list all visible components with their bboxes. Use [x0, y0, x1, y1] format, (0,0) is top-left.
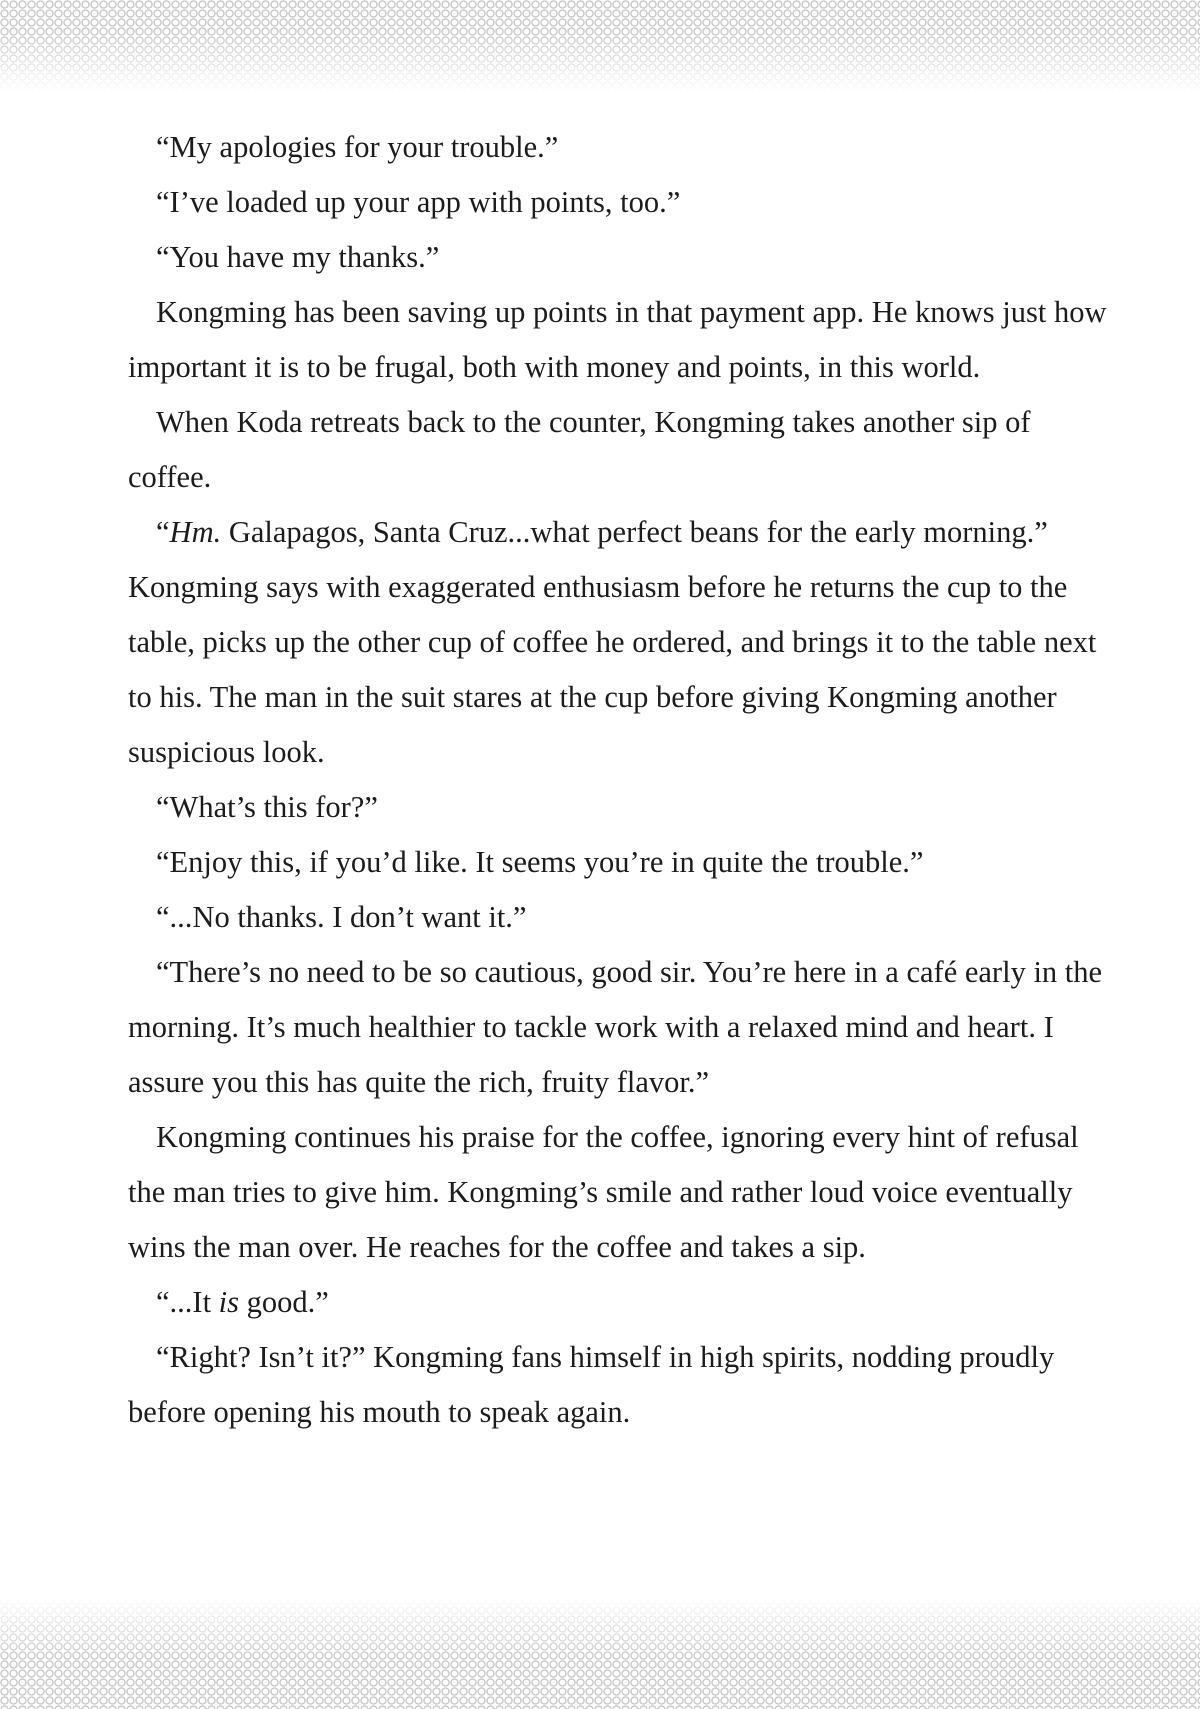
text-run: “Enjoy this, if you’d like. It seems you’re in quite the trouble.” [156, 845, 924, 879]
top-pattern-band [0, 0, 1200, 92]
text-run: “What’s this for?” [156, 790, 378, 824]
text-run: good.” [239, 1285, 329, 1319]
text-run: “You have my thanks.” [156, 240, 440, 274]
paragraph [128, 890, 1110, 945]
paragraph [128, 395, 1110, 505]
bottom-pattern-band [0, 1597, 1200, 1709]
paragraph [128, 780, 1110, 835]
paragraph [128, 835, 1110, 890]
text-run: Galapagos, Santa Cruz...what perfect beans for the early morning.” Kongming says with exaggerated enthusiasm before he returns the cup to the table, picks up the other cup of coffee he ordered, and brings it to the table next to his. The man in the suit stares at the cup before giving Kongming another suspicious look. [128, 515, 1097, 769]
paragraph [128, 505, 1110, 780]
text-run: Kongming continues his praise for the coffee, ignoring every hint of refusal the man tries to give him. Kongming’s smile and rather loud voice eventually wins the man over. He reaches for the coffee and takes a sip. [128, 1120, 1079, 1264]
text-run: “There’s no need to be so cautious, good sir. You’re here in a café early in the morning. It’s much healthier to tackle work with a relaxed mind and heart. I assure you this has quite the rich, fruity flavor.” [128, 955, 1103, 1099]
paragraph [128, 230, 1110, 285]
text-run: “Right? Isn’t it?” Kongming fans himself in high spirits, nodding proudly before opening his mouth to speak again. [128, 1340, 1055, 1429]
paragraph [128, 285, 1110, 395]
paragraph [128, 1330, 1110, 1440]
text-run: “My apologies for your trouble.” [156, 130, 559, 164]
story-text [128, 120, 1110, 1440]
paragraph [128, 120, 1110, 175]
text-run: When Koda retreats back to the counter, Kongming takes another sip of coffee. [128, 405, 1031, 494]
paragraph [128, 175, 1110, 230]
paragraph [128, 1275, 1110, 1330]
text-run: “...No thanks. I don’t want it.” [156, 900, 527, 934]
italic-text-run: is [218, 1285, 240, 1319]
text-run: “I’ve loaded up your app with points, too.” [156, 185, 681, 219]
paragraph [128, 1110, 1110, 1275]
paragraph [128, 945, 1110, 1110]
text-run: “ [156, 515, 170, 549]
text-run: “...It [156, 1285, 219, 1319]
italic-text-run: Hm. [169, 515, 222, 549]
text-run: Kongming has been saving up points in that payment app. He knows just how important it is to be frugal, both with money and points, in this world. [128, 295, 1107, 384]
